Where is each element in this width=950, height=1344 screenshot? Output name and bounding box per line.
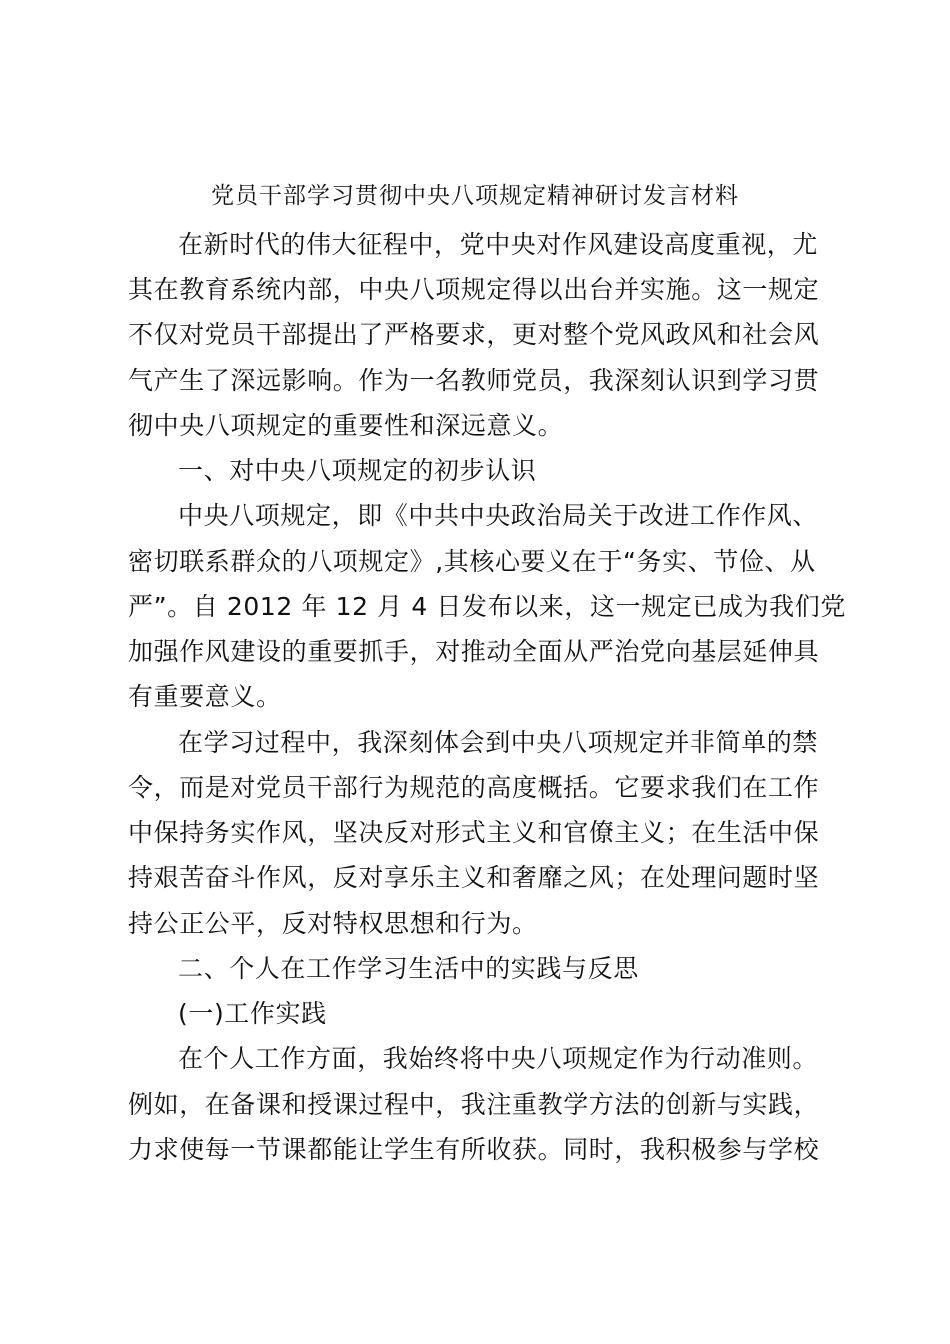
paragraph-line: 在学习过程中，我深刻体会到中央八项规定并非简单的禁 [178,728,819,757]
document-title: 党员干部学习贯彻中央八项规定精神研讨发言材料 [211,183,739,209]
paragraph-line: 中央八项规定，即《中共中央政治局关于改进工作作风、 [178,501,819,530]
paragraph-line: 在个人工作方面，我始终将中央八项规定作为行动准则。 [178,1044,819,1073]
paragraph-line: 持公正公平，反对特权思想和行为。 [128,909,538,938]
paragraph-line: 持艰苦奋斗作风，反对享乐主义和奢靡之风；在处理问题时坚 [128,863,820,892]
subsection-heading: (一)工作实践 [178,999,327,1028]
paragraph-line: 其在教育系统内部，中央八项规定得以出台并实施。这一规定 [128,275,820,304]
paragraph-line: 在新时代的伟大征程中，党中央对作风建设高度重视，尤 [178,230,819,259]
paragraph-line: 严”。自 2012 年 12 月 4 日发布以来，这一规定已成为我们党 [128,592,846,621]
paragraph-line: 不仅对党员干部提出了严格要求，更对整个党风政风和社会风 [128,320,820,349]
paragraph-line: 例如，在备课和授课过程中，我注重教学方法的创新与实践， [128,1090,820,1119]
paragraph-line: 有重要意义。 [128,682,282,711]
paragraph-line: 气产生了深远影响。作为一名教师党员，我深刻认识到学习贯 [128,366,820,395]
paragraph-line: 密切联系群众的八项规定》,其核心要义在于“务实、节俭、从 [128,547,816,576]
paragraph-line: 力求使每一节课都能让学生有所收获。同时，我积极参与学校 [128,1135,820,1164]
section-heading: 二、个人在工作学习生活中的实践与反思 [178,954,639,983]
section-heading: 一、对中央八项规定的初步认识 [178,456,537,485]
paragraph-line: 中保持务实作风，坚决反对形式主义和官僚主义；在生活中保 [128,818,820,847]
paragraph-line: 加强作风建设的重要抓手，对推动全面从严治党向基层延伸具 [128,637,820,666]
paragraph-line: 彻中央八项规定的重要性和深远意义。 [128,411,564,440]
paragraph-line: 令，而是对党员干部行为规范的高度概括。它要求我们在工作 [128,773,820,802]
